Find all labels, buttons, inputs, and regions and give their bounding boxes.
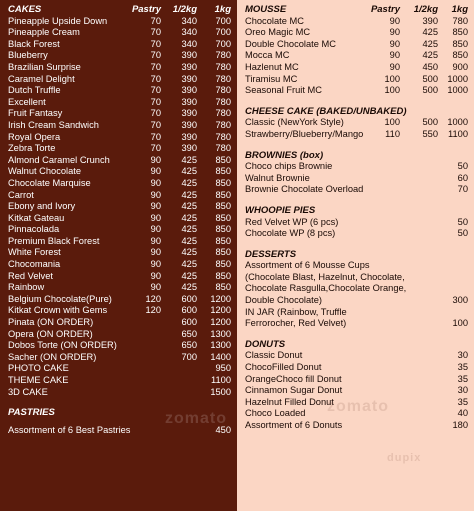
item-price: 780 xyxy=(215,61,231,72)
mousse-header: MOUSSE Pastry 1/2kg 1kg xyxy=(245,4,468,15)
cake-row xyxy=(8,247,231,259)
item-price: 390 xyxy=(181,119,197,130)
item-price: 1200 xyxy=(210,293,231,304)
item-name: Brazilian Surprise xyxy=(8,61,81,72)
cake-row xyxy=(8,340,231,352)
donut-row xyxy=(245,362,468,374)
cheesecake-row xyxy=(245,129,468,141)
item-name: Chocolate WP (8 pcs) xyxy=(245,228,336,239)
item-name: Seasonal Fruit MC xyxy=(245,85,322,96)
mousse-row xyxy=(245,62,468,74)
item-name: Pinnacolada xyxy=(8,224,60,235)
item-price: 850 xyxy=(215,282,231,293)
brownies-list xyxy=(245,161,468,196)
item-price: 780 xyxy=(215,143,231,154)
item-price: 90 xyxy=(150,247,161,258)
desserts-header: DESSERTS xyxy=(245,248,297,260)
item-name: Royal Opera xyxy=(8,131,61,142)
item-name: Choco chips Brownie xyxy=(245,161,333,172)
cake-row xyxy=(8,85,231,97)
item-price: 90 xyxy=(150,201,161,212)
item-price: 600 xyxy=(181,305,197,316)
item-name: Chocomania xyxy=(8,259,61,270)
item-price: 850 xyxy=(215,201,231,212)
item-price: 90 xyxy=(150,282,161,293)
cheesecake-list xyxy=(245,117,468,140)
item-price: 390 xyxy=(181,131,197,142)
watermark-sub: dupix xyxy=(387,452,422,464)
item-price: 30 xyxy=(457,385,468,396)
item-name: Hazelnut Filled Donut xyxy=(245,396,334,407)
cake-row xyxy=(8,271,231,283)
whoopie-list xyxy=(245,217,468,240)
cake-row xyxy=(8,294,231,306)
mousse-row xyxy=(245,39,468,51)
item-price: 35 xyxy=(457,362,468,373)
cake-row xyxy=(8,305,231,317)
brownies-header: BROWNIES (box) xyxy=(245,149,324,161)
item-price: 70 xyxy=(150,119,161,130)
mousse-row xyxy=(245,50,468,62)
item-name: Fruit Fantasy xyxy=(8,108,63,119)
whoopie-row xyxy=(245,217,468,229)
cake-row xyxy=(8,224,231,236)
cake-row xyxy=(8,27,231,39)
item-price: 425 xyxy=(181,189,197,200)
item-price: 850 xyxy=(452,27,468,38)
item-price: 390 xyxy=(181,108,197,119)
item-name: Excellent xyxy=(8,96,46,107)
mousse-row xyxy=(245,27,468,39)
item-price: 60 xyxy=(457,172,468,183)
item-price: 425 xyxy=(181,235,197,246)
cake-row xyxy=(8,213,231,225)
item-name: Double Chocolate MC xyxy=(245,38,336,49)
item-price: 780 xyxy=(215,73,231,84)
item-name: Opera (ON ORDER) xyxy=(8,328,93,339)
item-price: 700 xyxy=(181,351,197,362)
item-price: 850 xyxy=(215,270,231,281)
item-name: Kitkat Crown with Gems xyxy=(8,305,108,316)
item-name: Rainbow xyxy=(8,282,45,293)
item-name: Kitkat Gateau xyxy=(8,212,65,223)
item-name: Pineapple Upside Down xyxy=(8,15,108,26)
item-name: Red Velvet xyxy=(8,270,53,281)
item-price: 600 xyxy=(181,293,197,304)
mousse-list xyxy=(245,16,468,97)
item-price: 90 xyxy=(150,154,161,165)
item-price: 700 xyxy=(215,15,231,26)
item-price: 425 xyxy=(181,154,197,165)
cake-row xyxy=(8,317,231,329)
cake-row xyxy=(8,282,231,294)
item-name: Black Forest xyxy=(8,38,60,49)
cake-row xyxy=(8,74,231,86)
cake-row xyxy=(8,132,231,144)
cakes-list xyxy=(8,16,231,399)
item-name: PHOTO CAKE xyxy=(8,363,69,374)
item-price: 70 xyxy=(150,50,161,61)
donut-row xyxy=(245,350,468,362)
item-name: Hazlenut MC xyxy=(245,61,299,72)
item-name: Dutch Truffle xyxy=(8,85,61,96)
item-price: 1000 xyxy=(447,73,468,84)
brownie-row xyxy=(245,161,468,173)
item-price: 650 xyxy=(181,340,197,351)
mousse-row xyxy=(245,16,468,28)
item-price: 90 xyxy=(150,189,161,200)
item-price: 425 xyxy=(181,259,197,270)
item-price: 50 xyxy=(457,216,468,227)
item-price: 300 xyxy=(452,295,468,306)
item-price: 450 xyxy=(422,61,438,72)
item-name: Irish Cream Sandwich xyxy=(8,119,99,130)
cake-row xyxy=(8,97,231,109)
item-price: 390 xyxy=(181,96,197,107)
cake-row xyxy=(8,190,231,202)
item-price: 90 xyxy=(150,224,161,235)
item-price: 1500 xyxy=(210,386,231,397)
dessert-line xyxy=(245,272,468,284)
item-price: 780 xyxy=(215,131,231,142)
injar-line xyxy=(245,307,468,319)
item-price: 850 xyxy=(215,154,231,165)
item-name: Double Chocolate) xyxy=(245,295,323,306)
item-price: 1000 xyxy=(447,117,468,128)
watermark: zomato xyxy=(165,410,227,427)
cake-row xyxy=(8,259,231,271)
item-price: 850 xyxy=(215,235,231,246)
cake-row xyxy=(8,387,231,399)
item-name: Dobos Torte (ON ORDER) xyxy=(8,340,117,351)
item-price: 600 xyxy=(181,317,197,328)
item-price: 180 xyxy=(452,420,468,430)
item-price: 70 xyxy=(150,27,161,38)
item-name: Tiramisu MC xyxy=(245,73,298,84)
item-price: 70 xyxy=(150,61,161,72)
item-name: IN JAR (Rainbow, Truffle xyxy=(245,306,347,317)
item-price: 90 xyxy=(389,15,400,26)
item-price: 425 xyxy=(181,166,197,177)
item-price: 90 xyxy=(150,166,161,177)
item-name: Caramel Delight xyxy=(8,73,75,84)
watermark: zomato xyxy=(327,398,389,415)
item-price: 500 xyxy=(422,85,438,96)
item-price: 1300 xyxy=(210,340,231,351)
dessert-line xyxy=(245,260,468,272)
cake-row xyxy=(8,155,231,167)
item-price: 340 xyxy=(181,27,197,38)
item-price: 340 xyxy=(181,15,197,26)
cake-row xyxy=(8,120,231,132)
donuts-list xyxy=(245,350,468,431)
cakes-header: CAKES Pastry 1/2kg 1kg xyxy=(8,4,231,15)
item-price: 90 xyxy=(389,38,400,49)
item-name: Choco Loaded xyxy=(245,408,306,419)
item-price: 90 xyxy=(150,177,161,188)
item-price: 500 xyxy=(422,73,438,84)
item-price: 850 xyxy=(215,259,231,270)
item-name: Chocolate MC xyxy=(245,15,304,26)
donut-row xyxy=(245,374,468,386)
item-price: 120 xyxy=(145,293,161,304)
item-name: White Forest xyxy=(8,247,61,258)
item-price: 90 xyxy=(389,50,400,61)
item-price: 425 xyxy=(181,177,197,188)
item-price: 425 xyxy=(181,270,197,281)
item-name: Zebra Torte xyxy=(8,143,56,154)
item-price: 425 xyxy=(181,247,197,258)
injar-line xyxy=(245,318,468,330)
item-name: Blueberry xyxy=(8,50,48,61)
cake-row xyxy=(8,16,231,28)
donuts-header: DONUTS xyxy=(245,338,286,350)
item-price: 35 xyxy=(457,373,468,384)
item-price: 850 xyxy=(452,38,468,49)
item-name: Premium Black Forest xyxy=(8,235,100,246)
item-price: 780 xyxy=(452,15,468,26)
item-price: 1200 xyxy=(210,317,231,328)
item-price: 90 xyxy=(150,212,161,223)
item-name: Walnut Chocolate xyxy=(8,166,82,177)
cake-row xyxy=(8,108,231,120)
item-price: 850 xyxy=(215,189,231,200)
item-price: 390 xyxy=(181,50,197,61)
item-name: Mocca MC xyxy=(245,50,290,61)
item-price: 35 xyxy=(457,396,468,407)
item-price: 850 xyxy=(215,247,231,258)
brownie-row xyxy=(245,184,468,196)
item-price: 850 xyxy=(215,224,231,235)
item-name: Strawberry/Blueberry/Mango xyxy=(245,128,364,139)
item-name: Chocolate Rasgulla,Chocolate Orange, xyxy=(245,283,407,294)
item-price: 70 xyxy=(150,108,161,119)
item-price: 850 xyxy=(215,212,231,223)
dessert-line xyxy=(245,283,468,295)
item-price: 900 xyxy=(452,61,468,72)
item-price: 780 xyxy=(215,108,231,119)
item-price: 100 xyxy=(384,85,400,96)
item-price: 110 xyxy=(385,128,400,139)
item-price: 780 xyxy=(215,96,231,107)
cake-row xyxy=(8,375,231,387)
item-price: 850 xyxy=(452,50,468,61)
item-price: 70 xyxy=(150,85,161,96)
cake-row xyxy=(8,50,231,62)
brownie-row xyxy=(245,173,468,185)
item-price: 850 xyxy=(215,177,231,188)
item-price: 425 xyxy=(181,224,197,235)
item-name: ChocoFilled Donut xyxy=(245,362,322,373)
whoopie-header: WHOOPIE PIES xyxy=(245,204,316,216)
item-name: OrangeChoco fill Donut xyxy=(245,373,342,384)
item-price: 120 xyxy=(145,305,161,316)
whoopie-row xyxy=(245,228,468,240)
item-price: 90 xyxy=(150,270,161,281)
cheesecake-row xyxy=(245,117,468,129)
right-column xyxy=(237,0,474,511)
cake-row xyxy=(8,178,231,190)
item-name: Assortment of 6 Mousse Cups xyxy=(245,260,370,271)
item-price: 70 xyxy=(150,96,161,107)
item-price: 390 xyxy=(181,85,197,96)
item-price: 340 xyxy=(181,38,197,49)
item-name: Carrot xyxy=(8,189,34,200)
item-price: 1400 xyxy=(210,351,231,362)
item-price: 70 xyxy=(150,143,161,154)
item-price: 100 xyxy=(452,318,468,329)
item-price: 70 xyxy=(150,38,161,49)
item-price: 390 xyxy=(422,15,438,26)
item-price: 1100 xyxy=(211,375,231,385)
item-price: 425 xyxy=(422,38,438,49)
cake-row xyxy=(8,166,231,178)
item-name: Ebony and Ivory xyxy=(8,201,76,212)
item-name: Red Velvet WP (6 pcs) xyxy=(245,216,339,227)
item-name: Brownie Chocolate Overload xyxy=(245,184,364,195)
item-name: Pineapple Cream xyxy=(8,27,80,38)
desserts-list xyxy=(245,260,468,330)
item-price: 390 xyxy=(181,143,197,154)
item-name: Almond Caramel Crunch xyxy=(8,154,110,165)
item-price: 50 xyxy=(457,161,468,172)
item-price: 780 xyxy=(215,85,231,96)
item-price: 70 xyxy=(457,184,468,195)
item-price: 1000 xyxy=(447,85,468,96)
item-price: 700 xyxy=(215,38,231,49)
cheesecake-header: CHEESE CAKE (BAKED/UNBAKED) xyxy=(245,105,407,117)
item-name: Walnut Brownie xyxy=(245,172,310,183)
item-name: (Chocolate Blast, Hazelnut, Chocolate, xyxy=(245,271,405,282)
item-price: 40 xyxy=(457,408,468,419)
cake-row xyxy=(8,352,231,364)
item-price: 425 xyxy=(181,282,197,293)
item-price: 100 xyxy=(384,73,400,84)
item-name: Belgium Chocolate(Pure) xyxy=(8,293,112,304)
item-price: 950 xyxy=(215,363,231,374)
item-price: 70 xyxy=(150,73,161,84)
mousse-row xyxy=(245,74,468,86)
item-name: Sacher (ON ORDER) xyxy=(8,351,97,362)
cake-row xyxy=(8,62,231,74)
item-price: 50 xyxy=(457,228,468,239)
donut-row xyxy=(245,420,468,432)
item-name: 3D CAKE xyxy=(8,386,48,397)
item-price: 30 xyxy=(457,350,468,361)
cake-row xyxy=(8,329,231,341)
donut-row xyxy=(245,385,468,397)
item-price: 70 xyxy=(150,15,161,26)
item-price: 425 xyxy=(181,212,197,223)
item-price: 70 xyxy=(150,131,161,142)
item-name: Classic (NewYork Style) xyxy=(245,117,344,128)
item-price: 780 xyxy=(215,50,231,61)
dessert-line xyxy=(245,295,468,307)
item-name: Chocolate Marquise xyxy=(8,177,91,188)
item-price: 1300 xyxy=(210,328,231,339)
item-name: Assortment of 6 Donuts xyxy=(245,420,343,430)
item-price: 450 xyxy=(215,424,231,435)
item-price: 1200 xyxy=(210,305,231,316)
cake-row xyxy=(8,143,231,155)
item-price: 1100 xyxy=(448,128,468,139)
pastries-header: PASTRIES xyxy=(8,407,55,419)
item-price: 90 xyxy=(389,61,400,72)
cake-row xyxy=(8,363,231,375)
item-price: 550 xyxy=(422,128,438,139)
item-price: 700 xyxy=(215,27,231,38)
item-name: Oreo Magic MC xyxy=(245,27,311,38)
mousse-row xyxy=(245,85,468,97)
item-name: Assortment of 6 Best Pastries xyxy=(8,424,131,435)
item-price: 90 xyxy=(389,27,400,38)
item-price: 90 xyxy=(150,259,161,270)
item-price: 90 xyxy=(150,235,161,246)
item-price: 850 xyxy=(215,166,231,177)
cake-row xyxy=(8,39,231,51)
item-price: 780 xyxy=(215,119,231,130)
item-name: Classic Donut xyxy=(245,350,303,361)
cake-row xyxy=(8,201,231,213)
item-price: 390 xyxy=(181,61,197,72)
item-price: 425 xyxy=(422,50,438,61)
cake-row xyxy=(8,236,231,248)
item-price: 425 xyxy=(422,27,438,38)
item-name: Cinnamon Sugar Donut xyxy=(245,385,343,396)
item-name: Pinata (ON ORDER) xyxy=(8,317,94,328)
item-name: Ferrorocher, Red Velvet) xyxy=(245,318,347,329)
item-name: THEME CAKE xyxy=(8,375,69,385)
item-price: 390 xyxy=(181,73,197,84)
item-price: 650 xyxy=(181,328,197,339)
item-price: 425 xyxy=(181,201,197,212)
item-price: 500 xyxy=(422,117,438,128)
item-price: 100 xyxy=(384,117,400,128)
